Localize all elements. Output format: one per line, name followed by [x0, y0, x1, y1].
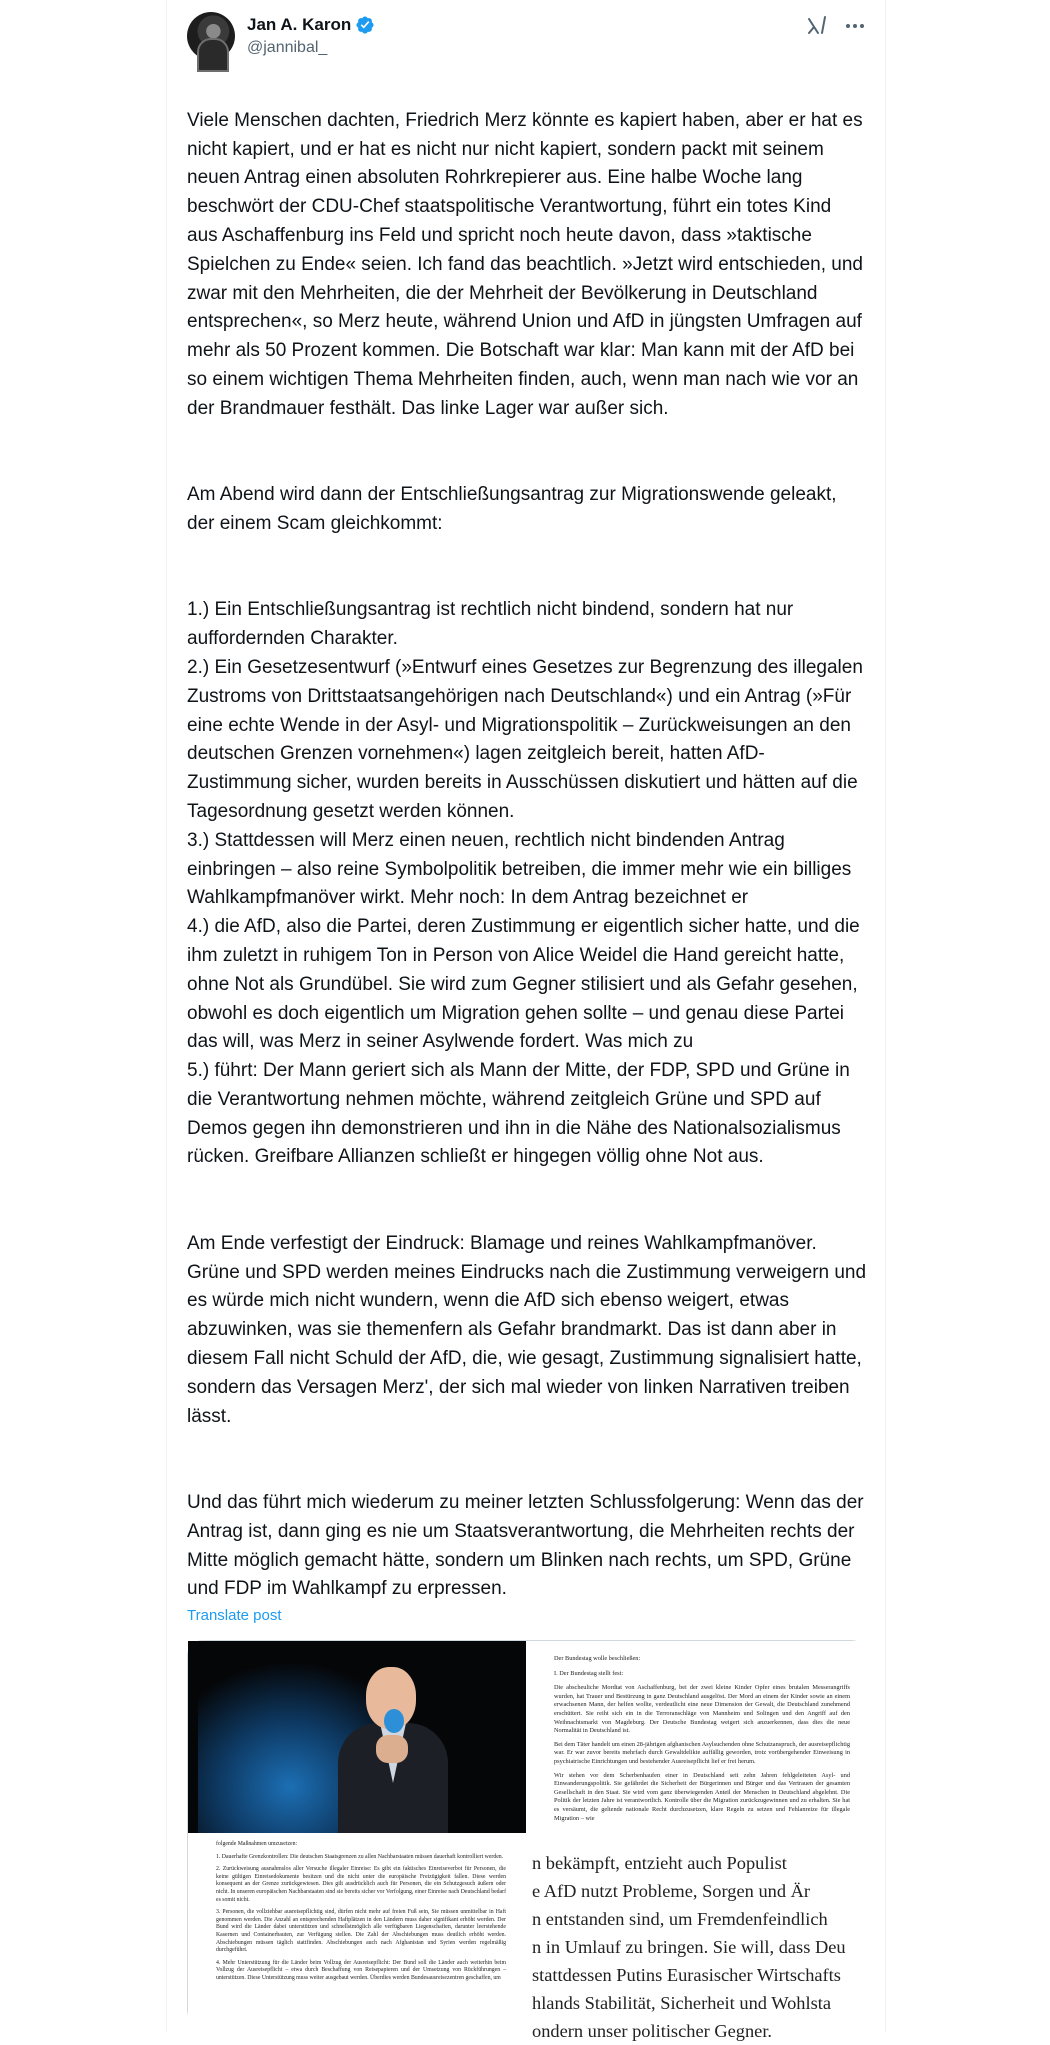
doc3-line: ondern unser politischer Gegner.	[532, 2021, 773, 2041]
post-paragraph-4: Am Ende verfestigt der Eindruck: Blamage und reines Wahlkampfmanöver. Grüne und SPD werden meines Eindrucks nach die Zustimmung verweigern und es würde mich nicht wundern, wenn die AfD sich ebenso weigert, etwas abzuwinken, was sie themenfern als Gefahr brandmarkt. Das ist dann aber in diesem Fall nicht Schuld der AfD, die, wie gesagt, Zustimmung signalisiert hatte, sondern das Versagen Merz', der sich mal wieder von linken Narrativen treiben lässt.	[187, 1232, 867, 1427]
doc2-intro: folgende Maßnahmen umzusetzen:	[216, 1841, 298, 1847]
post-paragraph-5: Und das führt mich wiederum zu meiner letzten Schlussfolgerung: Wenn das der Antrag ist, dann ging es nie um Staatsverantwortung, die Mehrheiten rechts der Mitte möglich gemacht hätte, sondern um Blinken nach rechts, um SPD, Grüne und FDP im Wahlkampf zu erpressen.	[187, 1492, 864, 1600]
author-handle[interactable]: @jannibal_	[247, 39, 328, 56]
doc1-paragraph: Die abscheuliche Mordtat von Aschaffenburg, bei der zwei kleine Kinder Opfer eines brutalen Messerangriffs wurden, hat Trauer und Bestürzung in ganz Deutschland ausgelöst. Der Mord an einem der Kinder sowie an einem erwachsenen Mann, der helfen wollte, verdeutlicht eine neue Dimension der Gewalt, die Deutschland zunehmend erschüttert. Sie reiht sich ein in die Terroranschläge von Mannheim und Solingen und den Angriff auf den Weihnachtsmarkt von Magdeburg. Der Deutsche Bundestag weigert sich anzuerkennen, dass dies die neue Normalität in Deutschland ist.	[554, 1684, 850, 1735]
more-options-icon[interactable]	[843, 14, 867, 38]
avatar[interactable]	[187, 12, 235, 60]
doc1-paragraph: Bei dem Täter handelt um einen 28-jährigen afghanischen Asylsuchenden ohne Schutzanspruch, der ausreisepflichtig war. Er war zuvor bereits mehrfach durch Gewaltdelikte auffällig geworden, trotz vorübergehender Einweisung in psychiatrische Einrichtungen und bestehender Ausreisepflicht lief er frei herum.	[554, 1740, 850, 1765]
doc1-heading: Der Bundestag wolle beschließen:	[554, 1655, 641, 1662]
doc1-subheading: I. Der Bundestag stellt fest:	[554, 1669, 624, 1677]
doc2-item: 1. Dauerhafte Grenzkontrollen: Die deutschen Staatsgrenzen zu allen Nachbarstaaten müssen dauerhaft kontrolliert werden.	[216, 1853, 504, 1860]
doc3-line: n in Umlauf zu bringen. Sie will, dass Deu	[532, 1937, 846, 1957]
verified-badge-icon	[355, 15, 375, 35]
doc2-item: 4. Mehr Unterstützung für die Länder beim Vollzug der Ausreisepflicht: Der Bund soll die Länder auch weiterhin beim Vollzug der Ausreisepflicht – etwa durch Beschaffung von Reisepapieren und der Umsetzung von Rückführungen – unterstützen. Diese Unterstützung muss weiter ausgebaut werden. Überdies werden Bundesausreisezentren geschaffen, um	[216, 1959, 506, 1981]
doc3-line: stattdessen Putins Eurasischer Wirtschafts	[532, 1965, 841, 1985]
post-header	[187, 12, 867, 64]
media-document-closeup[interactable]	[528, 1835, 868, 2041]
doc3-line: e AfD nutzt Probleme, Sorgen und Är	[532, 1881, 811, 1901]
doc1-paragraph: Wir stehen vor dem Scherbenhaufen einer in Deutschland seit zehn Jahren fehlgeleiteten Asyl- und Einwanderungspolitik. Sie gefährdet die Sicherheit der Bürgerinnen und Bürger und das Vertrauen der gesamten Gesellschaft in den Staat. Sie wird vom ganz überwiegenden Anteil der Menschen in Deutschland abgelehnt. Die Politik der letzten Jahre ist verantwortlich. Kontrolle über die Migration zurückzugewinnen und zu erhalten. Sie hat es versäumt, die geltende nationale Recht durchzusetzen, klare Regeln zu setzen und Fehlanreize für illegale Migration – wie	[554, 1771, 850, 1822]
translate-post-link[interactable]: Translate post	[187, 1607, 282, 1624]
post-media-grid	[187, 1640, 867, 2041]
author-display-name[interactable]: Jan A. Karon	[247, 15, 352, 34]
author-name-row[interactable]	[247, 15, 375, 35]
media-document-page-1[interactable]	[528, 1641, 868, 1833]
post-column	[166, 0, 886, 2041]
media-document-page-2[interactable]	[188, 1835, 526, 2027]
post-text	[187, 78, 867, 1633]
doc3-line: n entstanden sind, um Fremdenfeindlich	[532, 1909, 828, 1929]
doc3-line: n bekämpft, entzieht auch Populist	[532, 1853, 787, 1873]
post-paragraph-2: Am Abend wird dann der Entschließungsantrag zur Migrationswende geleakt, der einem Scam gleichkommt:	[187, 484, 837, 534]
doc2-item: 3. Personen, die vollziehbar ausreisepflichtig sind, dürfen nicht mehr auf freien Fuß sein, Sie müssen unmittelbar in Haft genommen werden. Die Anzahl an entsprechenden Haftplätzen in den Ländern muss daher signifikant erhöht werden. Der Bund wird die Länder dabei unterstützen und schnellstmöglich alle verfügbaren Liegenschaften, darunter leerstehende Kasernen und Containerbauten, zur Verfügung stellen. Die Zahl der Abschiebungen muss deutlich erhöht werden. Abschiebungen müssen täglich stattfinden. Abschiebungen auch nach Afghanistan und Syrien werden regelmäßig durchgeführt.	[216, 1909, 506, 1954]
doc3-line: hlands Stabilität, Sicherheit und Wohlsta	[532, 1993, 832, 2013]
media-divider	[188, 1833, 868, 1835]
grok-icon[interactable]	[805, 14, 829, 38]
media-photo-speaker[interactable]	[188, 1641, 526, 1833]
post-paragraph-3: 1.) Ein Entschließungsantrag ist rechtlich nicht bindend, sondern hat nur auffordernden Charakter. 2.) Ein Gesetzesentwurf (»Entwurf eines Gesetzes zur Begrenzung des illegalen Zustroms von Drittstaatsangehörigen nach Deutschland«) und ein Antrag (»Für eine echte Wende in der Asyl- und Migrationspolitik – Zurückweisungen an den deutschen Grenzen vornehmen«) lagen zeitgleich bereit, hatten AfD-Zustimmung sicher, wurden bereits in Ausschüssen diskutiert und hätten auf die Tagesordnung gesetzt werden können. 3.) Stattdessen will Merz einen neuen, rechtlich nicht bindenden Antrag einbringen – also reine Symbolpolitik betreiben, die immer mehr wie ein billiges Wahlkampfmanöver wirkt. Mehr noch: In dem Antrag bezeichnet er 4.) die AfD, also die Partei, deren Zustimmung er eigentlich sicher hatte, und die ihm zuletzt in ruhigem Ton in Person von Alice Weidel die Hand gereicht hatte, ohne Not als Grundübel. Sie wird zum Gegner stilisiert und als Gefahr gesehen, obwohl es doch eigentlich um Migration gehen sollte – und genau diese Partei das will, was Merz in seiner Asylwende fordert. Was mich zu 5.) führt: Der Mann geriert sich als Mann der Mitte, der FDP, SPD und Grüne in die Verantwortung nehmen möchte, während zeitgleich Grüne und SPD auf Demos gegen ihn demonstrieren und ihn in die Nähe des Nationalsozialismus rücken. Greifbare Allianzen schließt er hingegen völlig ohne Not aus.	[187, 599, 863, 1168]
doc2-item: 2. Zurückweisung ausnahmslos aller Versuche illegaler Einreise: Es gibt ein faktisches Einreiseverbot für Personen, die keine gültigen Einreisedokumente besitzen und die nicht unter die europäische Freizügigkeit fallen. Diese werden konsequent an der Grenze zurückgewiesen. Dies gilt ausdrücklich auch für Personen, die ein Schutzgesuch äußern oder nicht. In unseren europäischen Nachbarstaaten sind sie bereits sicher vor Verfolgung, einer Einreise nach Deutschland bedarf es somit nicht.	[216, 1866, 506, 1903]
post-paragraph-1: Viele Menschen dachten, Friedrich Merz könnte es kapiert haben, aber er hat es nicht kapiert, und er hat es nicht nur nicht kapiert, sondern packt mit seinem neuen Antrag einen absoluten Rohrkrepierer aus. Eine halbe Woche lang beschwört der CDU-Chef staatspolitische Verantwortung, führt ein totes Kind aus Aschaffenburg ins Feld und spricht noch heute davon, dass »taktische Spielchen zu Ende« seien. Ich fand das beachtlich. »Jetzt wird entschieden, und zwar mit den Mehrheiten, die der Mehrheit der Bevölkerung in Deutschland entsprechen«, so Merz heute, während Union und AfD in jüngsten Umfragen auf mehr als 50 Prozent kommen. Die Botschaft war klar: Man kann mit der AfD bei so einem wichtigen Thema Mehrheiten finden, auch, wenn man nach wie vor an der Brandmauer festhält. Das linke Lager war außer sich.	[187, 109, 863, 419]
microphone-icon	[384, 1709, 404, 1733]
